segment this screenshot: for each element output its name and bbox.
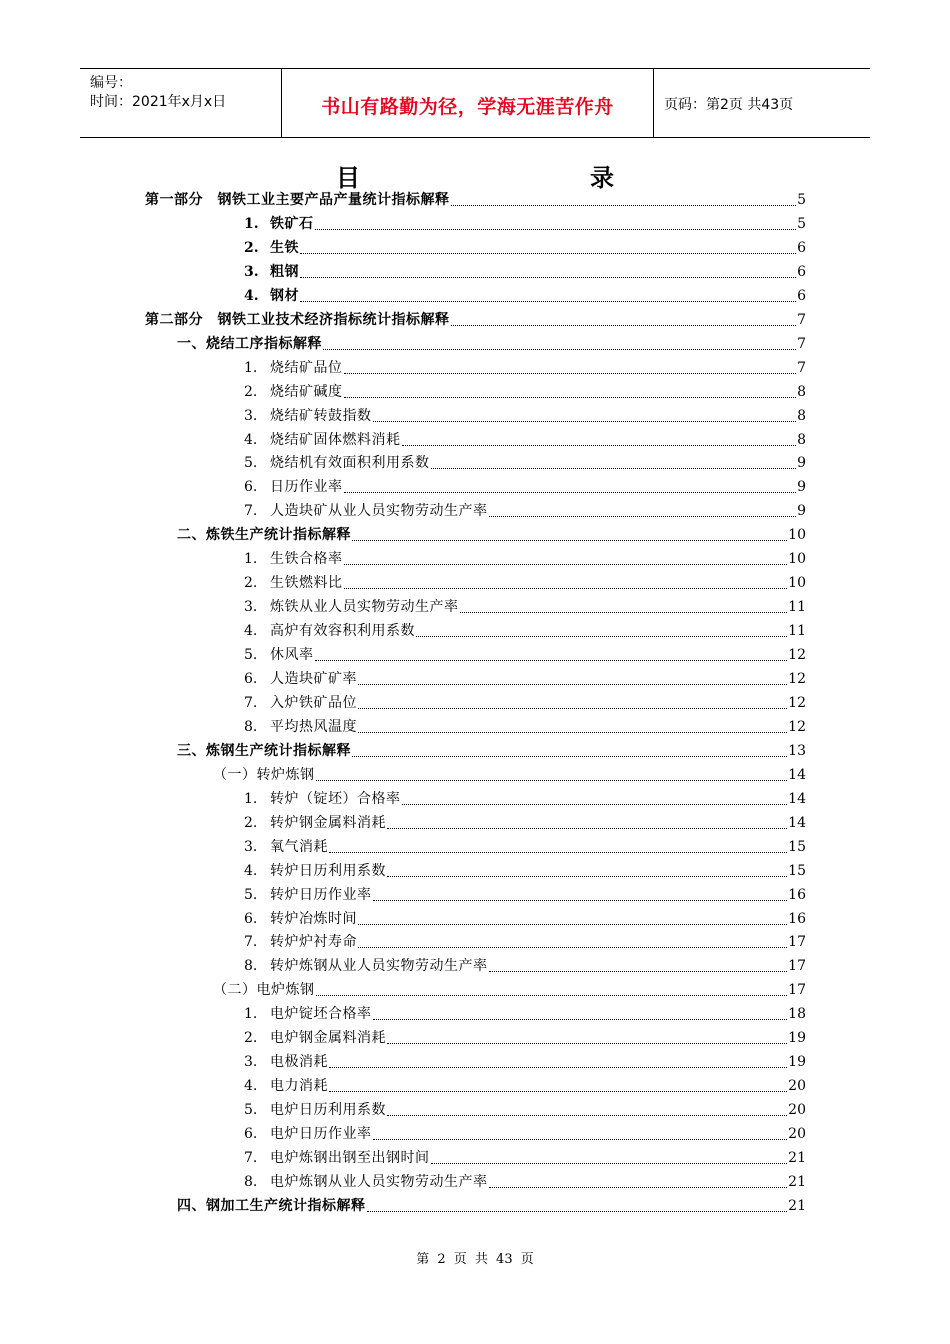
toc-entry-label: 入炉铁矿品位 <box>270 694 357 711</box>
toc-entry-page-number: 7 <box>797 359 806 376</box>
header-motto-cell <box>282 69 654 137</box>
toc-entry[interactable] <box>244 476 806 500</box>
toc-dot-leader <box>431 467 797 469</box>
toc-entry-page-number: 18 <box>788 1006 806 1023</box>
doc-number-label: 编号： <box>90 75 132 91</box>
toc-entry[interactable] <box>244 261 806 285</box>
toc-dot-leader <box>316 994 788 996</box>
toc-dot-leader <box>329 851 787 853</box>
toc-entry-page-number: 14 <box>788 814 806 831</box>
toc-entry-label: 电炉锭坯合格率 <box>270 1006 372 1023</box>
toc-entry[interactable] <box>177 333 806 357</box>
toc-entry-page-number: 16 <box>788 910 806 927</box>
toc-entry-label: 电炉钢金属料消耗 <box>270 1030 386 1047</box>
toc-entry-number: 2. <box>244 383 258 400</box>
toc-entry-number: 3. <box>244 1054 258 1071</box>
toc-entry[interactable] <box>244 237 806 261</box>
toc-entry-page-number: 20 <box>788 1078 806 1095</box>
toc-entry-page-number: 21 <box>788 1197 806 1214</box>
toc-entry-label: 转炉日历利用系数 <box>270 862 386 879</box>
toc-title <box>0 158 950 190</box>
toc-entry-label: 转炉钢金属料消耗 <box>270 814 386 831</box>
toc-entry-page-number: 12 <box>788 718 806 735</box>
toc-entry-page-number: 21 <box>788 1150 806 1166</box>
toc-dot-leader <box>367 1210 788 1212</box>
toc-dot-leader <box>300 252 796 254</box>
toc-entry-label: 炼铁从业人员实物劳动生产率 <box>270 599 459 616</box>
toc-dot-leader <box>329 1090 787 1092</box>
toc-entry-number: 5. <box>244 647 258 664</box>
toc-entry[interactable] <box>244 668 806 692</box>
toc-entry[interactable] <box>244 1123 806 1147</box>
toc-entry-label: 转炉炉衬寿命 <box>270 934 357 951</box>
toc-entry-label: 电炉炼钢出钢至出钢时间 <box>270 1150 430 1166</box>
toc-dot-leader <box>373 1018 788 1020</box>
toc-entry-page-number: 9 <box>797 503 806 520</box>
toc-entry[interactable] <box>244 620 806 644</box>
toc-entry-page-number: 6 <box>797 239 806 256</box>
toc-dot-leader <box>387 1042 787 1044</box>
toc-entry-page-number: 10 <box>788 551 806 568</box>
toc-entry-number: 2. <box>244 814 258 831</box>
toc-entry[interactable] <box>244 716 806 740</box>
toc-entry-number: 6. <box>244 910 258 927</box>
toc-entry[interactable] <box>244 572 806 596</box>
toc-entry[interactable] <box>177 524 806 548</box>
toc-entry-label: 转炉冶炼时间 <box>270 910 357 927</box>
toc-entry-number: 6. <box>244 671 258 687</box>
toc-dot-leader <box>352 755 787 757</box>
toc-entry-page-number: 8 <box>797 431 806 448</box>
toc-entry-page-number: 15 <box>788 838 806 855</box>
toc-dot-leader <box>315 228 797 230</box>
toc-dot-leader <box>329 1066 787 1068</box>
toc-dot-leader <box>451 204 797 206</box>
toc-entry-label: 生铁 <box>270 239 299 256</box>
toc-entry-label: 烧结矿转鼓指数 <box>270 407 372 424</box>
toc-entry-label: 烧结矿碱度 <box>270 383 343 400</box>
toc-dot-leader <box>489 515 797 517</box>
toc-dot-leader <box>387 827 787 829</box>
toc-entry-page-number: 20 <box>788 1126 806 1143</box>
toc-entry-label: 烧结矿品位 <box>270 359 343 376</box>
toc-entry[interactable] <box>244 1075 806 1099</box>
toc-entry-page-number: 11 <box>788 623 806 640</box>
header-motto: 书山有路勤为径，学海无涯苦作舟 <box>321 96 614 118</box>
toc-dot-leader <box>344 587 788 589</box>
toc-entry-page-number: 5 <box>797 192 806 208</box>
toc-dot-leader <box>373 899 788 901</box>
toc-entry[interactable] <box>244 1027 806 1051</box>
header-meta-cell <box>80 69 282 137</box>
toc-dot-leader <box>344 491 797 493</box>
toc-entry-number: 4. <box>244 862 258 879</box>
toc-entry[interactable] <box>244 213 806 237</box>
toc-entry-number: 6. <box>244 1126 258 1143</box>
toc-entry-number: 7. <box>244 694 258 711</box>
toc-entry-page-number: 13 <box>788 742 806 759</box>
toc-entry-number: 6. <box>244 479 258 496</box>
toc-entry-number: 1. <box>244 1006 258 1023</box>
toc-entry-page-number: 9 <box>797 479 806 496</box>
toc-entry[interactable] <box>244 788 806 812</box>
toc-dot-leader <box>300 300 796 302</box>
toc-entry[interactable] <box>244 812 806 836</box>
toc-entry-number: 3. <box>244 263 259 280</box>
toc-entry[interactable] <box>213 979 806 1003</box>
toc-dot-leader <box>416 635 787 637</box>
toc-entry-label: 铁矿石 <box>270 215 314 232</box>
toc-dot-leader <box>460 611 788 613</box>
toc-entry-label: 日历作业率 <box>270 479 343 496</box>
toc-entry-number: 1. <box>244 551 258 568</box>
toc-entry[interactable] <box>244 405 806 429</box>
toc-entry-label: 三、炼钢生产统计指标解释 <box>177 742 351 759</box>
toc-entry-number: 4. <box>244 287 259 304</box>
toc-entry[interactable] <box>244 931 806 955</box>
toc-entry-page-number: 8 <box>797 383 806 400</box>
toc-entry-page-number: 6 <box>797 263 806 280</box>
toc-entry-page-number: 8 <box>797 407 806 424</box>
toc-entry-page-number: 5 <box>797 215 806 232</box>
toc-entry-page-number: 15 <box>788 862 806 879</box>
toc-entry[interactable] <box>145 189 806 213</box>
toc-entry-label: 生铁燃料比 <box>270 575 343 592</box>
header-page-cell <box>654 69 870 137</box>
toc-entry-number: 8. <box>244 958 258 975</box>
toc-entry[interactable] <box>244 381 806 405</box>
toc-entry[interactable] <box>213 764 806 788</box>
toc-entry-page-number: 21 <box>788 1173 806 1190</box>
toc-entry-page-number: 12 <box>788 694 806 711</box>
toc-entry-number: 1. <box>244 215 259 232</box>
toc-entry-number: 7. <box>244 1150 258 1166</box>
toc-entry-number: 2. <box>244 575 258 592</box>
toc-entry-label: 转炉炼钢从业人员实物劳动生产率 <box>270 958 488 975</box>
toc-dot-leader <box>451 324 797 326</box>
doc-time-label: 时间：2021年x月x日 <box>90 94 227 110</box>
toc-title-left-char: 目 <box>336 163 360 192</box>
toc-entry-number: 5. <box>244 886 258 903</box>
toc-entry-label: 粗钢 <box>270 263 299 280</box>
toc-dot-leader <box>358 731 787 733</box>
toc-entry-number: 7. <box>244 934 258 951</box>
toc-dot-leader <box>344 372 797 374</box>
toc-entry[interactable] <box>244 908 806 932</box>
toc-entry-label: 电炉炼钢从业人员实物劳动生产率 <box>270 1173 488 1190</box>
toc-dot-leader <box>344 396 797 398</box>
toc-entry-page-number: 17 <box>788 934 806 951</box>
toc-entry-label: 高炉有效容积利用系数 <box>270 623 415 640</box>
toc-entry-number: 2. <box>244 239 259 256</box>
page-footer: 第 2 页 共 43 页 <box>416 1252 534 1267</box>
toc-entry[interactable] <box>244 1051 806 1075</box>
toc-entry-label: 氧气消耗 <box>270 838 328 855</box>
toc-dot-leader <box>431 1162 788 1164</box>
toc-entry-label: 第二部分 钢铁工业技术经济指标统计指标解释 <box>145 311 450 328</box>
toc-entry-number: 3. <box>244 599 258 616</box>
toc-dot-leader <box>323 348 796 350</box>
toc-entry[interactable] <box>177 740 806 764</box>
toc-dot-leader <box>358 923 787 925</box>
toc-entry-page-number: 7 <box>797 335 806 352</box>
toc-entry-label: 电炉日历作业率 <box>270 1126 372 1143</box>
toc-entry[interactable] <box>244 1171 806 1195</box>
toc-entry-page-number: 20 <box>788 1102 806 1119</box>
toc-entry[interactable] <box>244 644 806 668</box>
toc-entry[interactable] <box>244 692 806 716</box>
toc-dot-leader <box>300 276 796 278</box>
toc-entry-number: 4. <box>244 431 258 448</box>
toc-entry-number: 4. <box>244 1078 258 1095</box>
toc-entry-page-number: 10 <box>788 575 806 592</box>
toc-entry-page-number: 14 <box>788 790 806 807</box>
toc-entry-page-number: 19 <box>788 1054 806 1071</box>
toc-entry-number: 5. <box>244 455 258 472</box>
toc-entry-label: 转炉日历作业率 <box>270 886 372 903</box>
toc-entry[interactable] <box>244 429 806 453</box>
toc-entry-label: （二）电炉炼钢 <box>213 982 315 999</box>
toc-entry-number: 4. <box>244 623 258 640</box>
toc-entry[interactable] <box>177 1195 806 1219</box>
header-page-info: 页码：第2页 共43页 <box>664 97 794 113</box>
toc-entry-label: 电力消耗 <box>270 1078 328 1095</box>
toc-entry-number: 3. <box>244 838 258 855</box>
toc-dot-leader <box>352 539 787 541</box>
toc-entry[interactable] <box>244 836 806 860</box>
toc-dot-leader <box>387 1114 787 1116</box>
toc-entry-label: 电极消耗 <box>270 1054 328 1071</box>
toc-entry-label: 平均热风温度 <box>270 718 357 735</box>
toc-entry-page-number: 10 <box>788 527 806 544</box>
toc-entry[interactable] <box>244 860 806 884</box>
toc-dot-leader <box>358 683 787 685</box>
toc-entry-number: 7. <box>244 503 258 520</box>
toc-entry[interactable] <box>244 1099 806 1123</box>
toc-entry-page-number: 12 <box>788 671 806 687</box>
toc-title-right-char: 录 <box>590 163 614 192</box>
toc-entry[interactable] <box>244 1147 806 1171</box>
toc-dot-leader <box>358 707 787 709</box>
toc-entry-label: 四、钢加工生产统计指标解释 <box>177 1197 366 1214</box>
toc-entry[interactable] <box>145 309 806 333</box>
toc-entry-label: 钢材 <box>270 287 299 304</box>
toc-entry-number: 8. <box>244 718 258 735</box>
toc-entry-label: 人造块矿矿率 <box>270 671 357 687</box>
toc-entry-label: 生铁合格率 <box>270 551 343 568</box>
toc-entry-label: 人造块矿从业人员实物劳动生产率 <box>270 503 488 520</box>
toc-entry-label: 烧结矿固体燃料消耗 <box>270 431 401 448</box>
toc-entry-page-number: 7 <box>797 311 806 328</box>
toc-dot-leader <box>402 803 788 805</box>
toc-entry-page-number: 17 <box>788 958 806 975</box>
toc-entry[interactable] <box>244 452 806 476</box>
toc-entry-label: 一、烧结工序指标解释 <box>177 335 322 352</box>
toc-entry-label: 烧结机有效面积利用系数 <box>270 455 430 472</box>
toc-entry-page-number: 9 <box>797 455 806 472</box>
toc-entry-number: 8. <box>244 1173 258 1190</box>
toc-entry-page-number: 17 <box>788 982 806 999</box>
toc-dot-leader <box>489 970 788 972</box>
toc-dot-leader <box>315 659 788 661</box>
toc-dot-leader <box>373 1138 788 1140</box>
toc-entry-page-number: 14 <box>788 766 806 783</box>
toc-entry-number: 3. <box>244 407 258 424</box>
toc-entry-number: 1. <box>244 790 258 807</box>
toc-dot-leader <box>489 1186 788 1188</box>
toc-entry-number: 5. <box>244 1102 258 1119</box>
toc-entry-page-number: 11 <box>788 599 806 616</box>
toc-entry-page-number: 6 <box>797 287 806 304</box>
toc-entry-label: 转炉（锭坯）合格率 <box>270 790 401 807</box>
toc-entry[interactable] <box>244 1003 806 1027</box>
toc-dot-leader <box>402 444 797 446</box>
page-header <box>80 68 870 138</box>
toc-entry-page-number: 19 <box>788 1030 806 1047</box>
toc-entry[interactable] <box>244 357 806 381</box>
toc-entry-label: 电炉日历利用系数 <box>270 1102 386 1119</box>
toc-dot-leader <box>358 946 787 948</box>
toc-entry-page-number: 12 <box>788 647 806 664</box>
toc-dot-leader <box>344 563 788 565</box>
toc-entry-page-number: 16 <box>788 886 806 903</box>
toc-dot-leader <box>373 420 797 422</box>
toc-dot-leader <box>316 779 788 781</box>
toc-entry-number: 2. <box>244 1030 258 1047</box>
toc-entry-label: 休风率 <box>270 647 314 664</box>
toc-entry[interactable] <box>244 596 806 620</box>
toc-entry[interactable] <box>244 548 806 572</box>
toc-entry[interactable] <box>244 500 806 524</box>
toc-dot-leader <box>387 875 787 877</box>
toc-entry[interactable] <box>244 285 806 309</box>
toc-entry-label: 二、炼铁生产统计指标解释 <box>177 527 351 544</box>
toc-entry[interactable] <box>244 955 806 979</box>
toc-entry[interactable] <box>244 884 806 908</box>
toc-entry-label: 第一部分 钢铁工业主要产品产量统计指标解释 <box>145 192 450 208</box>
toc-entry-number: 1. <box>244 359 258 376</box>
toc-entry-label: （一）转炉炼钢 <box>213 766 315 783</box>
